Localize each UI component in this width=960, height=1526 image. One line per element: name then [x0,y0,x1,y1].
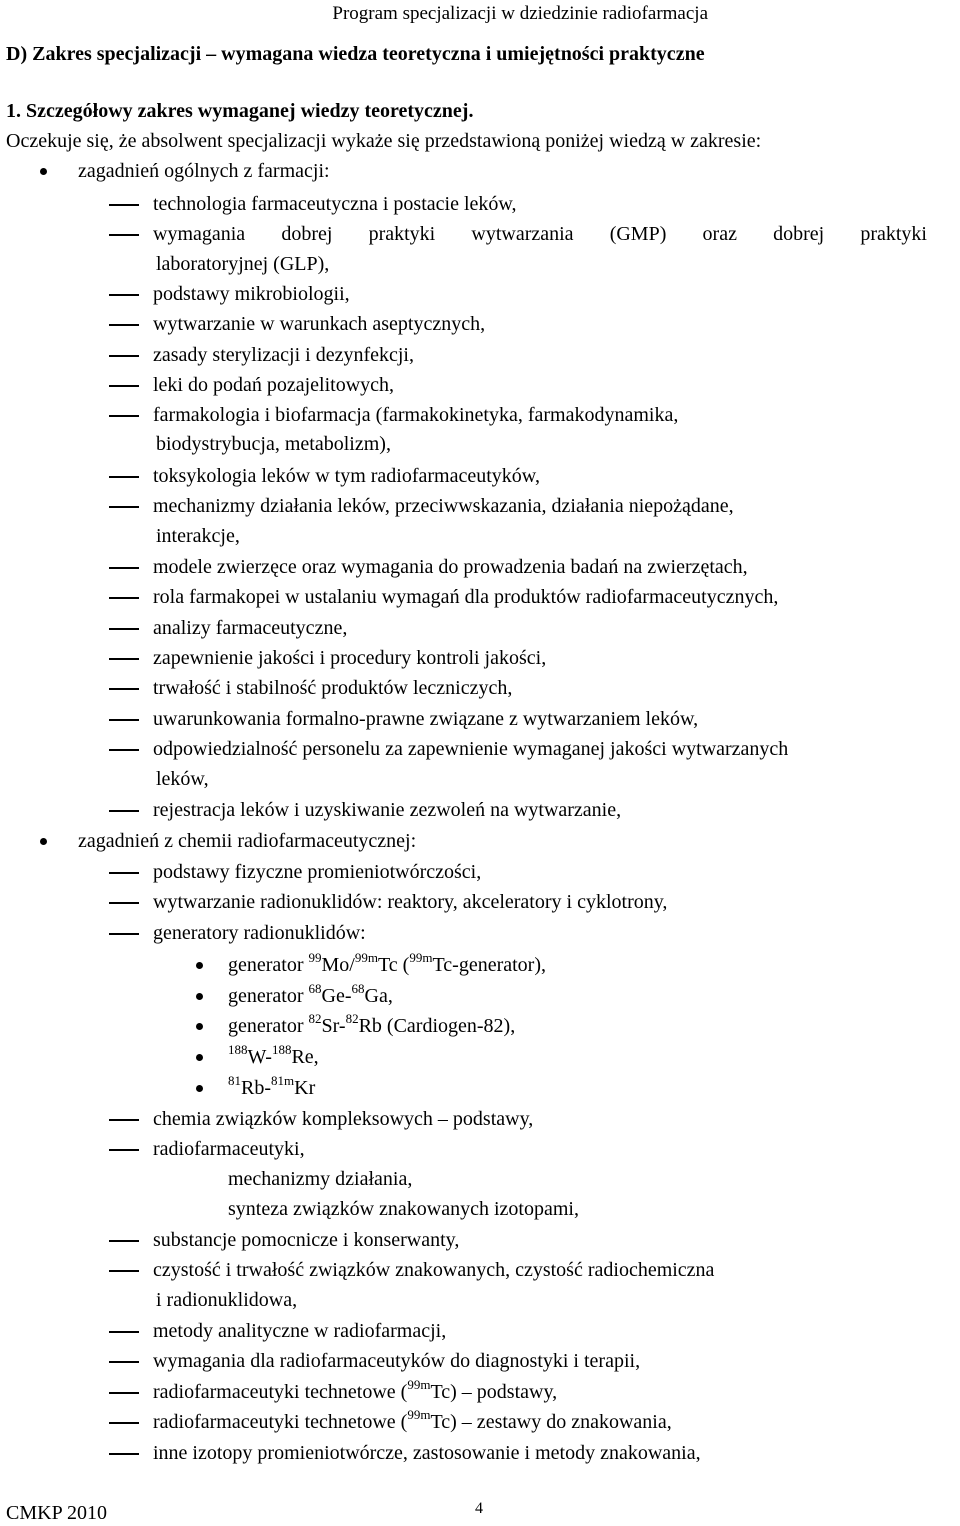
item-text: zapewnienie jakości i procedury kontroli jakości, [153,647,547,669]
text: W- [247,1046,272,1068]
dash-item [153,919,366,947]
dash-item [153,1347,640,1375]
dash-icon [109,415,139,417]
dash-icon [109,1270,139,1272]
superscript: 188 [228,1042,248,1057]
page-number: 4 [475,1500,483,1517]
dash-icon [109,902,139,904]
bullet-dot-icon [40,168,47,175]
dash-item [153,371,394,399]
dash-item [153,1408,672,1436]
dash-icon [109,385,139,387]
dash-item [153,1226,459,1254]
item-text: radiofarmaceutyki, [153,1138,305,1160]
superscript: 82 [308,1011,322,1026]
item-text: trwałość i stabilność produktów leczniczych, [153,677,513,699]
dash-icon [109,749,139,751]
text: Kr [294,1077,316,1099]
item-continuation: laboratoryjnej (GLP), [156,253,330,275]
dash-icon [109,1149,139,1151]
item-text: toksykologia leków w tym radiofarmaceutyków, [153,465,540,487]
text: Tc ( [377,954,410,976]
item-text: podstawy mikrobiologii, [153,283,350,305]
superscript: 81 [228,1073,241,1088]
dash-icon [109,1119,139,1121]
bullet-label: zagadnień ogólnych z farmacji: [78,160,330,182]
dash-item [153,190,517,218]
superscript: 99m [407,1377,431,1392]
superscript: 99 [308,950,322,965]
item-text: wymagania dobrej praktyki wytwarzania (GMP) oraz dobrej praktyki [153,223,927,245]
text: radiofarmaceutyki technetowe ( [153,1411,408,1433]
dash-item [153,1378,557,1406]
bullet-item-group1 [78,157,330,185]
dash-icon [109,476,139,478]
dash-item [153,1317,446,1345]
superscript: 188 [271,1042,292,1057]
dash-icon [109,294,139,296]
item-text: uwarunkowania formalno-prawne związane z wytwarzaniem leków, [153,708,699,730]
bullet-dot-icon [196,993,203,1000]
dash-item [153,888,667,916]
dash-item [153,796,621,824]
text: Tc) – zestawy do znakowania, [430,1411,672,1433]
item-text: mechanizmy działania leków, przeciwwskazania, działania niepożądane, [153,495,734,517]
section-title: D) Zakres specjalizacji – wymagana wiedza teoretyczna i umiejętności praktyczne [6,43,705,65]
dash-icon [109,1331,139,1333]
item-text: modele zwierzęce oraz wymagania do prowadzenia badań na zwierzętach, [153,556,748,578]
superscript: 99m [409,950,433,965]
dash-icon [109,1422,139,1424]
text: Rb (Cardiogen-82), [358,1015,516,1037]
intro-paragraph: Oczekuje się, że absolwent specjalizacji wykaże się przedstawioną poniżej wiedzą w zakresie: [6,130,762,152]
dash-icon [109,872,139,874]
text: Rb- [241,1077,271,1099]
dash-icon [109,234,139,236]
dash-item [153,1439,701,1467]
dash-item [153,401,678,429]
bullet-dot-icon [196,962,203,969]
item-text: generatory radionuklidów: [153,922,366,944]
dash-item [153,1256,714,1284]
item-text: rejestracja leków i uzyskiwanie zezwoleń na wytwarzanie, [153,799,622,821]
generator-item [228,1074,315,1102]
item-text: zasady sterylizacji i dezynfekcji, [153,344,414,366]
dash-icon [109,355,139,357]
dash-icon [109,1240,139,1242]
bullet-dot-icon [40,838,47,845]
dash-item [153,583,778,611]
subsection-title: 1. Szczegółowy zakres wymaganej wiedzy teoretycznej. [6,100,474,122]
dash-item [153,553,748,581]
item-text: podstawy fizyczne promieniotwórczości, [153,861,482,883]
footer-label: CMKP 2010 [6,1502,107,1524]
running-header: Program specjalizacji w dziedzinie radiofarmacja [332,3,708,24]
text: generator [228,985,309,1007]
superscript: 68 [351,981,365,996]
dash-item [153,492,734,520]
text: radiofarmaceutyki technetowe ( [153,1381,408,1403]
item-continuation: leków, [156,768,209,790]
sub-item: mechanizmy działania, [228,1168,413,1190]
item-text: wytwarzanie w warunkach aseptycznych, [153,313,486,335]
dash-icon [109,506,139,508]
dash-icon [109,628,139,630]
item-text: analizy farmaceutyczne, [153,617,348,639]
item-text: chemia związków kompleksowych – podstawy, [153,1108,534,1130]
superscript: 81m [271,1073,295,1088]
text: Re, [291,1046,319,1068]
superscript: 82 [345,1011,359,1026]
dash-item [153,644,546,672]
item-continuation: interakcje, [156,525,240,547]
dash-item [153,735,788,763]
dash-item [153,1105,533,1133]
text: Sr- [321,1015,346,1037]
bullet-item-group2 [78,827,416,855]
item-continuation: i radionuklidowa, [156,1289,298,1311]
dash-item [153,220,927,248]
dash-icon [109,933,139,935]
bullet-dot-icon [196,1085,203,1092]
dash-item [153,614,347,642]
dash-icon [109,324,139,326]
dash-icon [109,597,139,599]
item-text: wytwarzanie radionuklidów: reaktory, akceleratory i cyklotrony, [153,891,668,913]
text: generator [228,954,309,976]
dash-icon [109,719,139,721]
dash-icon [109,1392,139,1394]
item-text: inne izotopy promieniotwórcze, zastosowanie i metody znakowania, [153,1442,701,1464]
dash-icon [109,567,139,569]
dash-icon [109,1361,139,1363]
dash-icon [109,204,139,206]
text: Tc) – podstawy, [430,1381,558,1403]
item-text: substancje pomocnicze i konserwanty, [153,1229,460,1251]
sub-item: synteza związków znakowanych izotopami, [228,1198,579,1220]
generator-item [228,1012,515,1040]
item-text: czystość i trwałość związków znakowanych, czystość radiochemiczna [153,1259,715,1281]
dash-item [153,858,481,886]
text: Ge- [321,985,352,1007]
bullet-dot-icon [196,1023,203,1030]
generator-item [228,982,393,1010]
dash-item [153,462,540,490]
text: generator [228,1015,309,1037]
dash-item [153,1135,305,1163]
dash-icon [109,810,139,812]
superscript: 99m [407,1407,431,1422]
text: Tc-generator), [432,954,546,976]
item-text: wymagania dla radiofarmaceutyków do diagnostyki i terapii, [153,1350,641,1372]
generator-item [228,1043,319,1071]
dash-icon [109,1453,139,1455]
superscript: 68 [308,981,322,996]
text: Mo/ [321,954,355,976]
dash-item [153,705,698,733]
item-continuation: biodystrybucja, metabolizm), [156,433,391,455]
dash-item [153,341,414,369]
superscript: 99m [354,950,378,965]
item-text: metody analityczne w radiofarmacji, [153,1320,447,1342]
item-text: rola farmakopei w ustalaniu wymagań dla produktów radiofarmaceutycznych, [153,586,779,608]
item-text: odpowiedzialność personelu za zapewnienie wymaganej jakości wytwarzanych [153,738,789,760]
item-text: farmakologia i biofarmacja (farmakokinetyka, farmakodynamika, [153,404,679,426]
dash-icon [109,688,139,690]
dash-item [153,674,512,702]
dash-item [153,310,485,338]
bullet-label: zagadnień z chemii radiofarmaceutycznej: [78,830,417,852]
bullet-dot-icon [196,1054,203,1061]
dash-icon [109,658,139,660]
item-text: leki do podań pozajelitowych, [153,374,395,396]
item-text: technologia farmaceutyczna i postacie leków, [153,193,517,215]
text: Ga, [364,985,393,1007]
generator-item [228,951,546,979]
dash-item [153,280,350,308]
